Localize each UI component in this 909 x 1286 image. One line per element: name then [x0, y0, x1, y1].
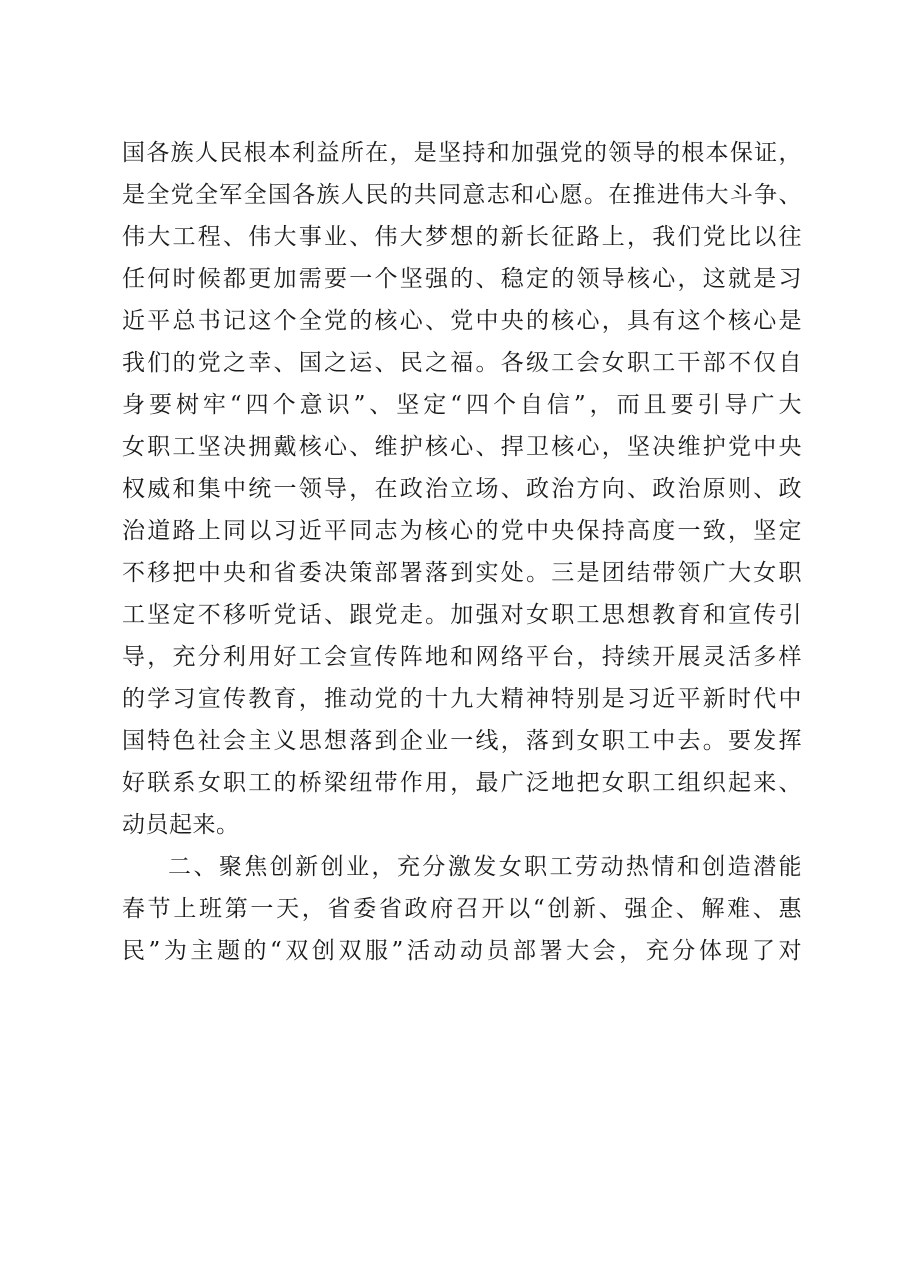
text-line-4: 任何时候都更加需要一个坚强的、稳定的领导核心，这就是习: [122, 266, 802, 292]
text-line-20: 民”为主题的“双创双服”活动动员部署大会，充分体现了对: [122, 938, 802, 964]
text-line-19: 春节上班第一天，省委省政府召开以“创新、强企、解难、惠: [122, 896, 802, 922]
text-line-1: 国各族人民根本利益所在，是坚持和加强党的领导的根本保证，: [122, 140, 802, 166]
text-line-5: 近平总书记这个全党的核心、党中央的核心，具有这个核心是: [122, 308, 802, 334]
text-line-3: 伟大工程、伟大事业、伟大梦想的新长征路上，我们党比以往: [122, 224, 802, 250]
text-line-2: 是全党全军全国各族人民的共同意志和心愿。在推进伟大斗争、: [122, 182, 802, 208]
text-line-10: 治道路上同以习近平同志为核心的党中央保持高度一致，坚定: [122, 518, 802, 544]
text-line-9: 权威和集中统一领导，在政治立场、政治方向、政治原则、政: [122, 476, 802, 502]
text-line-7: 身要树牢“四个意识”、坚定“四个自信”，而且要引导广大: [122, 392, 802, 418]
text-line-14: 的学习宣传教育，推动党的十九大精神特别是习近平新时代中: [122, 686, 802, 712]
text-line-12: 工坚定不移听党话、跟党走。加强对女职工思想教育和宣传引: [122, 602, 802, 628]
section-heading: 二、聚焦创新创业，充分激发女职工劳动热情和创造潜能: [168, 854, 802, 880]
text-line-15: 国特色社会主义思想落到企业一线，落到女职工中去。要发挥: [122, 728, 802, 754]
body-text: [122, 132, 802, 972]
text-line-13: 导，充分利用好工会宣传阵地和网络平台，持续开展灵活多样: [122, 644, 802, 670]
text-line-16: 好联系女职工的桥梁纽带作用，最广泛地把女职工组织起来、: [122, 770, 802, 796]
text-line-17: 动员起来。: [122, 812, 240, 838]
text-line-11: 不移把中央和省委决策部署落到实处。三是团结带领广大女职: [122, 560, 802, 586]
text-line-6: 我们的党之幸、国之运、民之福。各级工会女职工干部不仅自: [122, 350, 802, 376]
text-line-8: 女职工坚决拥戴核心、维护核心、捍卫核心，坚决维护党中央: [122, 434, 802, 460]
